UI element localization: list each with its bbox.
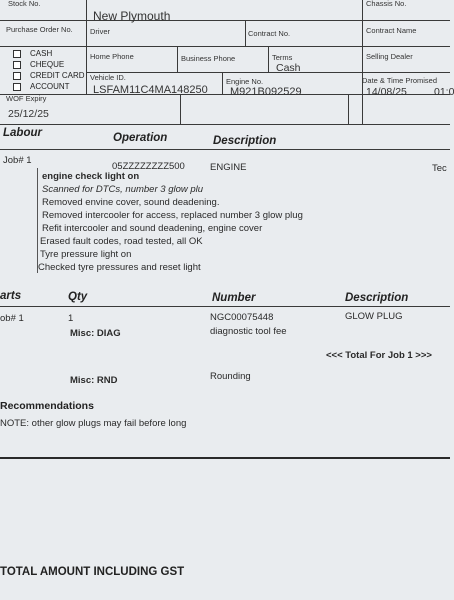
business-phone-label: Business Phone xyxy=(181,54,236,63)
contract-name-label: Contract Name xyxy=(366,26,417,35)
grid-line xyxy=(0,46,450,47)
terms-value: Cash xyxy=(276,62,301,74)
labour-title: Labour xyxy=(3,127,42,139)
grid-line xyxy=(86,72,450,73)
labour-job-label: Job# 1 xyxy=(3,155,32,166)
part-description: GLOW PLUG xyxy=(345,311,403,322)
terms-label: Terms xyxy=(272,53,293,62)
description-header: Description xyxy=(213,135,277,147)
cash-label: CASH xyxy=(30,49,53,58)
labour-line-5: Refit intercooler and sound deadening, engine cover xyxy=(42,223,263,234)
total-amount-label: TOTAL AMOUNT INCLUDING GST xyxy=(0,566,185,578)
date-promised-value: 14/08/25 xyxy=(366,86,407,98)
grid-line xyxy=(180,94,181,124)
account-checkbox[interactable] xyxy=(13,83,21,91)
engine-no-label: Engine No. xyxy=(226,77,264,86)
home-phone-label: Home Phone xyxy=(90,52,134,61)
operation-header: Operation xyxy=(113,132,168,144)
labour-line-1: engine check light on xyxy=(42,171,140,182)
vehicle-id-label: Vehicle ID. xyxy=(90,73,126,82)
labour-line-3: Removed envine cover, sound deadening. xyxy=(42,197,220,208)
chassis-no-label: Chassis No. xyxy=(366,0,407,8)
grid-line xyxy=(245,20,246,46)
labour-line-2: Scanned for DTCs, number 3 glow plu xyxy=(42,184,204,195)
account-label: ACCOUNT xyxy=(30,82,70,91)
cheque-label: CHEQUE xyxy=(30,60,65,69)
contract-no-label: Contract No. xyxy=(248,29,291,38)
vehicle-id-value: LSFAM11C4MA148250 xyxy=(93,84,208,96)
cash-checkbox[interactable] xyxy=(13,50,21,58)
labour-line-6: Erased fault codes, road tested, all OK xyxy=(40,236,203,247)
stock-no-value: New Plymouth xyxy=(93,9,171,23)
part-qty: 1 xyxy=(68,313,74,324)
misc-diag-desc: diagnostic tool fee xyxy=(210,326,287,337)
labour-line-7: Tyre pressure light on xyxy=(40,249,132,260)
wof-expiry-label: WOF Expiry xyxy=(6,94,47,103)
misc-rnd-label: Misc: RND xyxy=(70,375,118,386)
parts-description-header: Description xyxy=(345,292,409,304)
operation-name: ENGINE xyxy=(210,162,247,173)
grid-line xyxy=(362,0,363,124)
qty-header: Qty xyxy=(68,291,88,303)
cheque-checkbox[interactable] xyxy=(13,61,21,69)
recommendations-title: Recommendations xyxy=(0,400,94,412)
wof-expiry-value: 25/12/25 xyxy=(8,108,49,120)
tech-column-cut: Tec xyxy=(432,163,447,174)
grid-line xyxy=(268,46,269,72)
grid-line xyxy=(0,124,450,125)
parts-job-label: ob# 1 xyxy=(0,313,24,324)
labour-line-8: Checked tyre pressures and reset light xyxy=(38,262,201,273)
number-header: Number xyxy=(212,292,256,304)
grid-line xyxy=(222,72,223,94)
misc-rnd-desc: Rounding xyxy=(210,371,251,382)
labour-margin-line xyxy=(37,168,38,273)
misc-diag-label: Misc: DIAG xyxy=(70,328,121,339)
purchase-order-label: Purchase Order No. xyxy=(6,25,73,34)
grid-line xyxy=(86,0,87,94)
operation-code: 05ZZZZZZZZ500 xyxy=(112,161,185,172)
parts-title: arts xyxy=(0,290,22,302)
total-for-job: <<< Total For Job 1 >>> xyxy=(326,350,432,361)
recommendations-note: NOTE: other glow plugs may fail before long xyxy=(0,418,187,429)
credit-card-label: CREDIT CARD xyxy=(30,71,85,80)
part-number: NGC00075448 xyxy=(210,312,274,323)
grid-line xyxy=(348,94,349,124)
time-promised-value: 01:0 xyxy=(434,86,454,98)
stock-no-label: Stock No. xyxy=(8,0,41,8)
selling-dealer-label: Selling Dealer xyxy=(366,52,413,61)
engine-no-value: M921B092529 xyxy=(230,86,302,98)
section-divider xyxy=(0,457,450,459)
driver-label: Driver xyxy=(90,27,110,36)
labour-header-line xyxy=(0,149,450,150)
grid-line xyxy=(0,20,450,21)
parts-header-line xyxy=(0,306,450,307)
date-promised-label: Date & Time Promised xyxy=(362,76,438,85)
labour-line-4: Removed intercooler for access, replaced number 3 glow plug xyxy=(42,210,303,221)
credit-card-checkbox[interactable] xyxy=(13,72,21,80)
grid-line xyxy=(177,46,178,72)
